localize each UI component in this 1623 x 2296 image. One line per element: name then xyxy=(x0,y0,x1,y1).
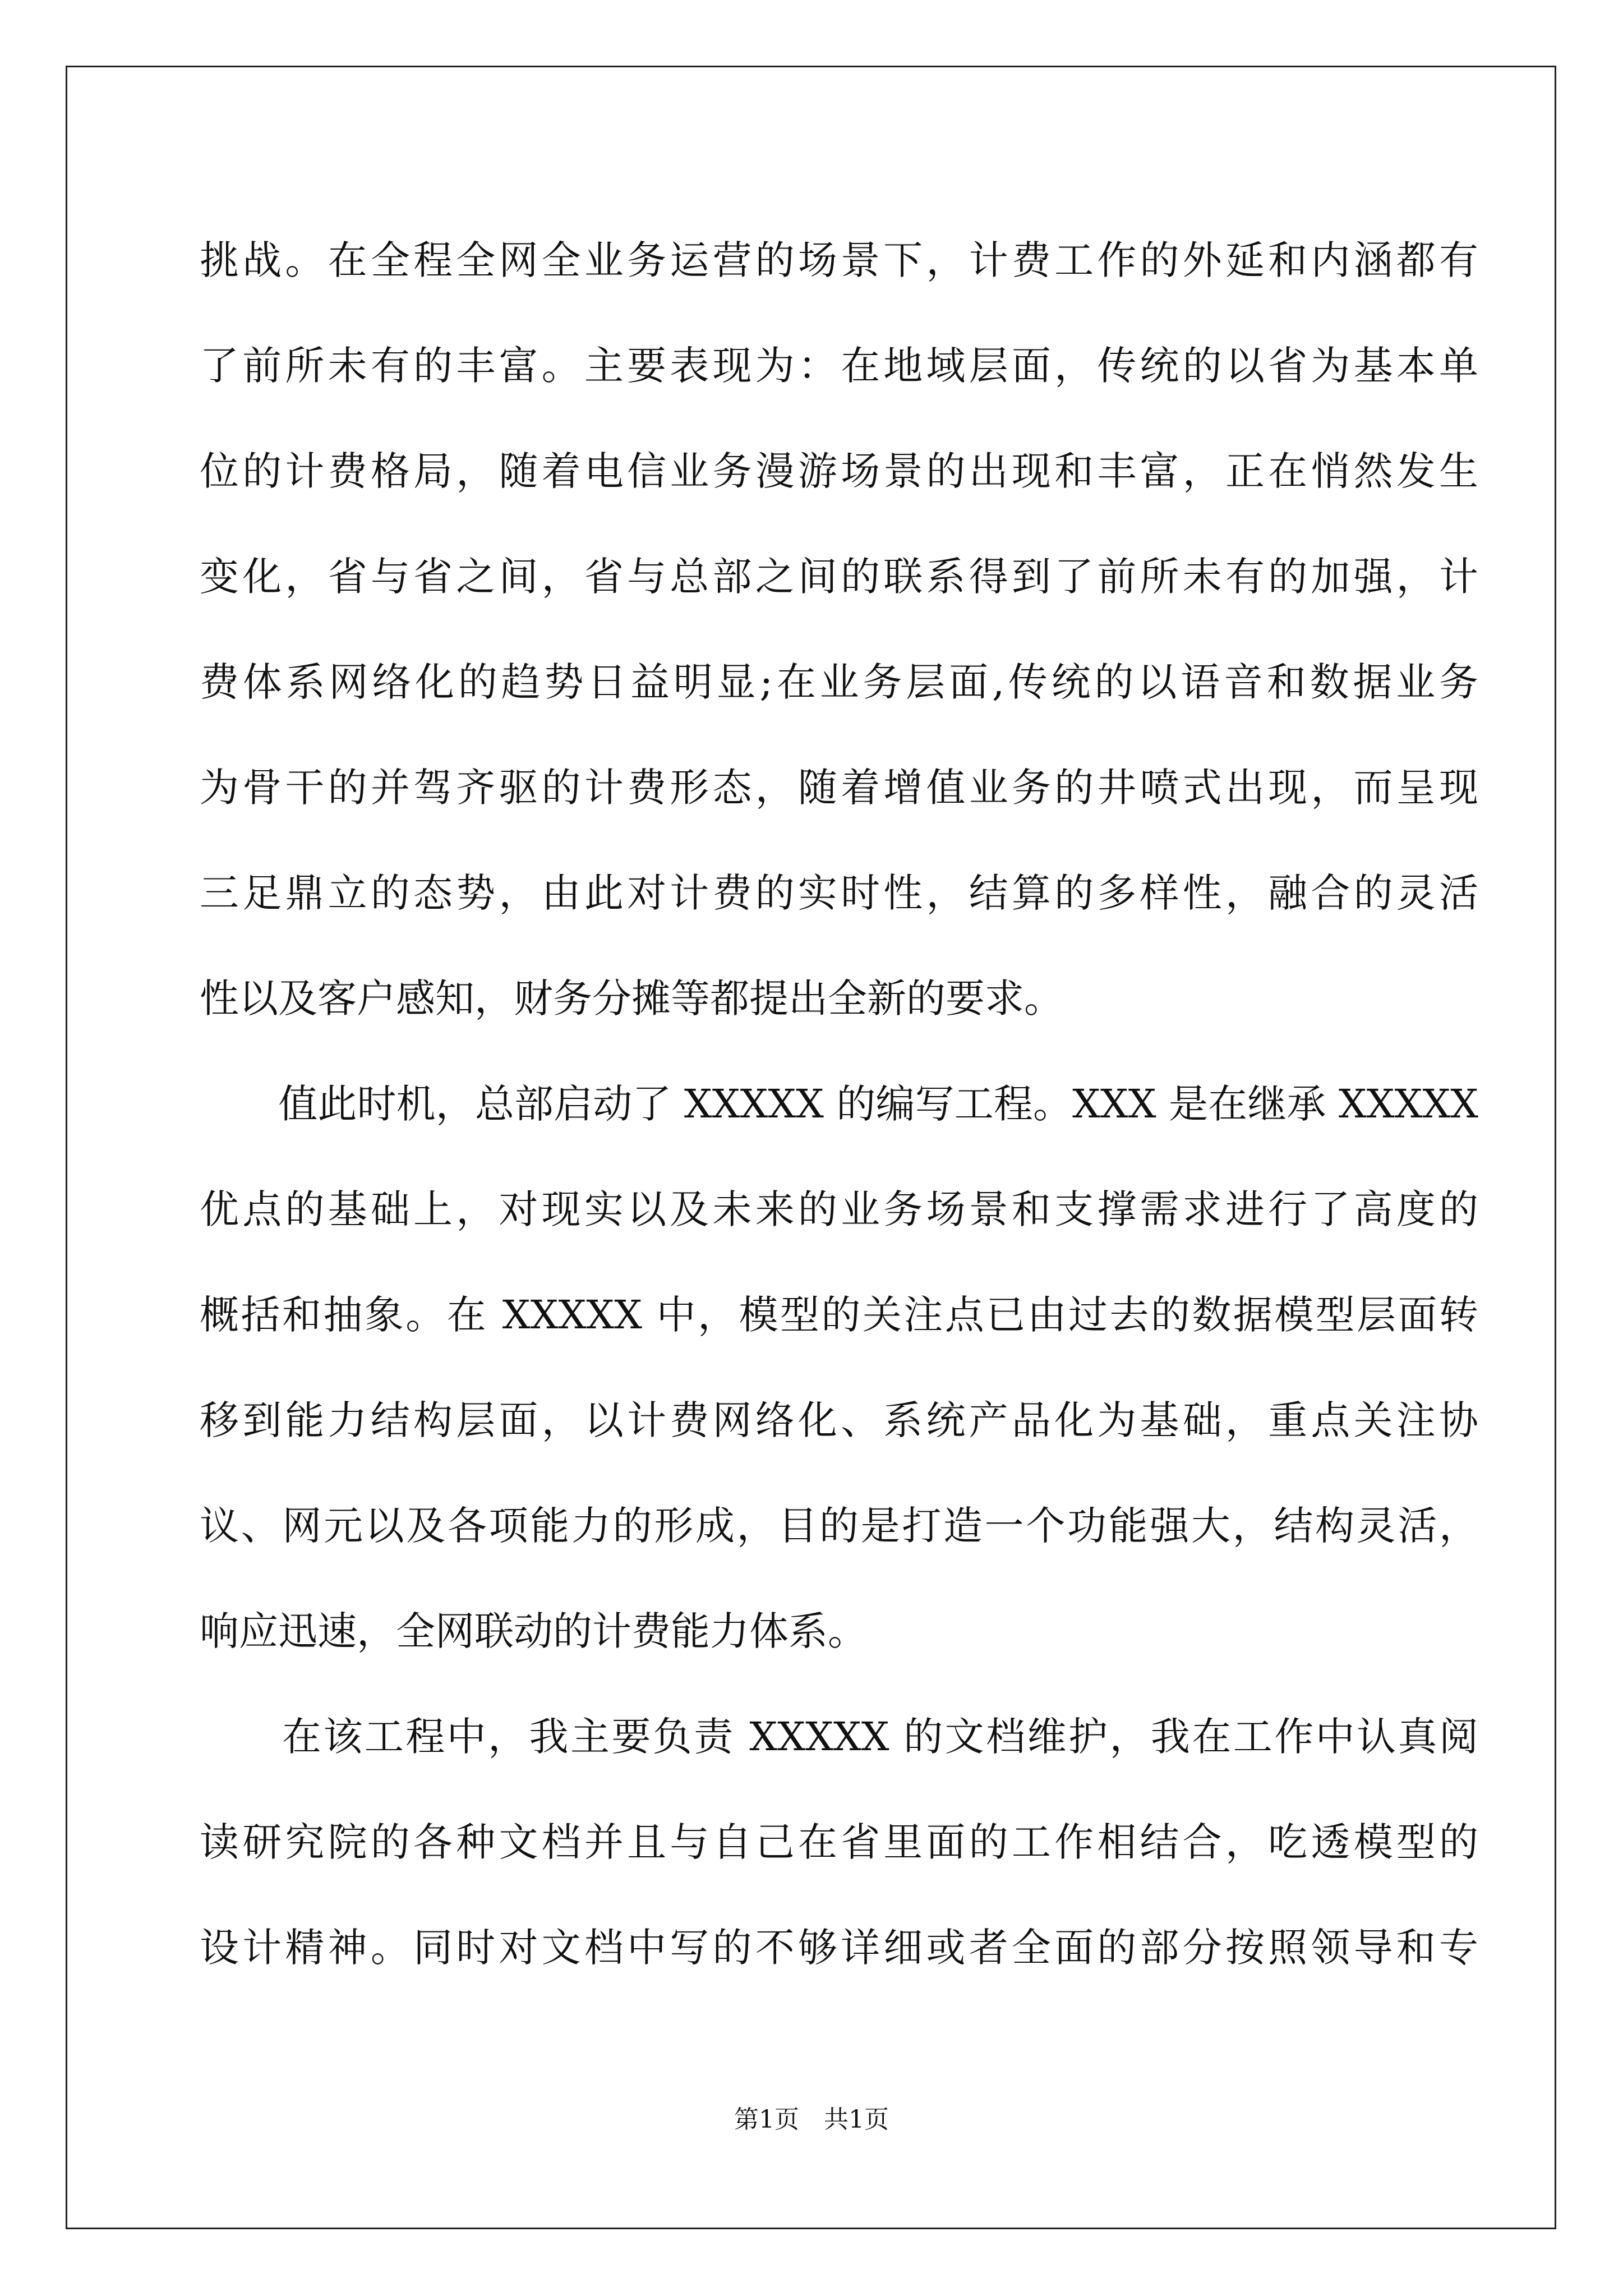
document-body xyxy=(200,208,1478,2000)
text-line: 设计精神。同时对文档中写的不够详细或者全面的部分按照领导和专 xyxy=(200,1925,1478,1971)
text-line: 移到能力结构层面，以计费网络化、系统产品化为基础，重点关注协 xyxy=(200,1397,1478,1443)
text-line: 位的计费格局，随着电信业务漫游场景的出现和丰富，正在悄然发生 xyxy=(200,448,1478,494)
text-line: 读研究院的各种文档并且与自己在省里面的工作相结合，吃透模型的 xyxy=(200,1819,1478,1865)
text-line: 议、网元以及各项能力的形成，目的是打造一个功能强大，结构灵活， xyxy=(200,1503,1478,1549)
text-line: 了前所未有的丰富。主要表现为：在地域层面，传统的以省为基本单 xyxy=(200,343,1478,389)
text-line: 变化，省与省之间，省与总部之间的联系得到了前所未有的加强，计 xyxy=(200,554,1478,600)
text-line: 性以及客户感知，财务分摊等都提出全新的要求。 xyxy=(200,976,1063,1022)
text-line: 费体系网络化的趋势日益明显;在业务层面,传统的以语音和数据业务 xyxy=(200,659,1478,705)
text-line: 在该工程中，我主要负责 XXXXX 的文档维护，我在工作中认真阅 xyxy=(200,1714,1478,1760)
text-line: 为骨干的并驾齐驱的计费形态，随着增值业务的井喷式出现，而呈现 xyxy=(200,765,1478,811)
text-line: 概括和抽象。在 XXXXX 中，模型的关注点已由过去的数据模型层面转 xyxy=(200,1292,1478,1338)
text-line: 优点的基础上，对现实以及未来的业务场景和支撑需求进行了高度的 xyxy=(200,1186,1478,1232)
text-line: 响应迅速，全网联动的计费能力体系。 xyxy=(200,1608,867,1654)
text-line: 值此时机，总部启动了 XXXXX 的编写工程。XXX 是在继承 XXXXX xyxy=(200,1081,1478,1127)
text-line: 三足鼎立的态势，由此对计费的实时性，结算的多样性，融合的灵活 xyxy=(200,870,1478,916)
text-line: 挑战。在全程全网全业务运营的场景下，计费工作的外延和内涵都有 xyxy=(200,237,1478,283)
page-footer: 第1页 共1页 xyxy=(734,2105,889,2134)
